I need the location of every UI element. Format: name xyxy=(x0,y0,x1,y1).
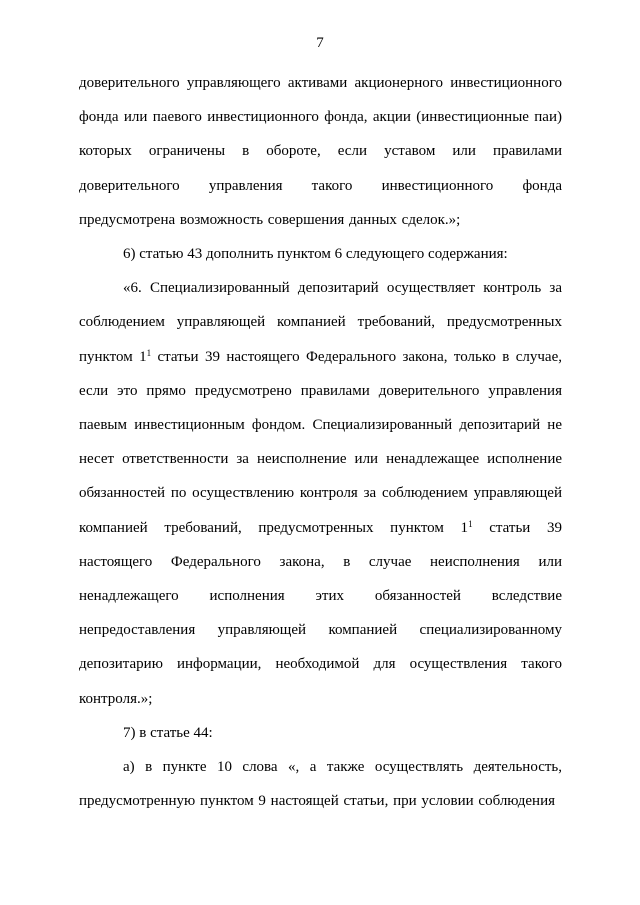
paragraph-continuation: доверительного управляющего активами акционерного инвестиционного фонда или паевого инвестиционного фонда, акции (инвестиционные паи) которых ограничены в обороте, если уставом или правилами доверительного управления такого инвестиционного фонда предусмотрена возможность совершения данных сделок.»; xyxy=(79,75,562,228)
page-number: 7 xyxy=(316,35,324,51)
paragraph-subitem-a: а) в пункте 10 слова «, а также осуществлять деятельность, предусмотренную пунктом 9 настоящей статьи, при условии соблюдения xyxy=(79,759,562,810)
paragraph-item-7: 7) в статье 44: xyxy=(123,724,213,741)
paragraph-quoted-point-6 xyxy=(79,271,562,716)
superscript-index: 1 xyxy=(468,518,473,529)
superscript-index: 1 xyxy=(146,347,152,358)
paragraph-text-segment: статьи 39 настоящего Федерального закона, в случае неисполнения или ненадлежащего исполнения этих обязанностей вследствие непредоставления управляющей компанией специализированному депозитарию информации, необходимой для осуществления такого контроля.»; xyxy=(79,519,562,707)
paragraph-item-6: 6) статью 43 дополнить пунктом 6 следующего содержания: xyxy=(123,246,508,263)
paragraph-text-segment: «6. Специализированный депозитарий осуществляет контроль за соблюдением управляющей компанией требований, предусмотренных пунктом 1 xyxy=(79,280,562,365)
document-body xyxy=(79,66,562,818)
paragraph-text-segment: статьи 39 настоящего Федерального закона, только в случае, если это прямо предусмотрено правилами доверительного управления паевым инвестиционным фондом. Специализированный депозитарий не несет ответственности за неисполнение или ненадлежащее исполнение обязанностей по осуществлению контроля за соблюдением управляющей компанией требований, предусмотренных пунктом 1 xyxy=(79,348,562,536)
